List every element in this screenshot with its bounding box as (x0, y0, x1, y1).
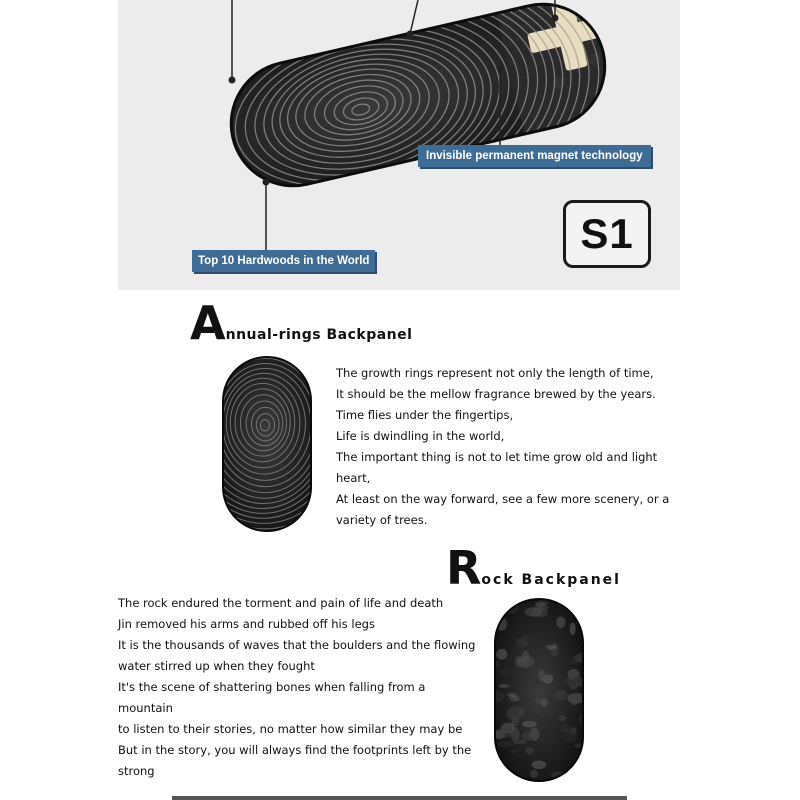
poem-line: The important thing is not to let time grow old and light (336, 450, 658, 464)
rock-heading-rest: ock Backpanel (481, 572, 621, 588)
poem-line: It is the thousands of waves that the boulders and the flowing (118, 638, 476, 652)
model-badge: S1 (563, 200, 651, 268)
annual-rings-panel-image (222, 356, 312, 532)
hardwood-callout: Top 10 Hardwoods in the World (192, 250, 375, 272)
poem-line: The rock endured the torment and pain of life and death (118, 596, 444, 610)
rock-poem (118, 593, 478, 782)
poem-line: At least on the way forward, see a few more scenery, or a (336, 492, 670, 506)
rock-heading-initial: R (446, 541, 482, 595)
poem-line: water stirred up when they fought (118, 659, 315, 673)
rock-heading (446, 541, 621, 595)
annual-heading-rest: nnual-rings Backpanel (225, 327, 413, 343)
poem-line: Life is dwindling in the world, (336, 429, 505, 443)
poem-line: to listen to their stories, no matter how similar they may be (118, 722, 463, 736)
poem-line: It should be the mellow fragrance brewed by the years. (336, 387, 656, 401)
magnet-technology-callout: Invisible permanent magnet technology (418, 145, 651, 167)
footer-divider (172, 796, 627, 800)
poem-line: Jin removed his arms and rubbed off his legs (118, 617, 375, 631)
poem-line: heart, (336, 471, 371, 485)
annual-heading-initial: A (190, 296, 226, 350)
poem-line: It's the scene of shattering bones when falling from a mountain (118, 680, 426, 715)
poem-line: variety of trees. (336, 513, 428, 527)
annual-rings-poem (336, 363, 676, 531)
annual-rings-heading (190, 296, 413, 350)
poem-line: strong (118, 764, 155, 778)
poem-line: But in the story, you will always find the footprints left by the (118, 743, 472, 757)
poem-line: The growth rings represent not only the length of time, (336, 366, 654, 380)
rock-panel-image (494, 598, 584, 782)
poem-line: Time flies under the fingertips, (336, 408, 514, 422)
hero-banner (118, 0, 680, 290)
